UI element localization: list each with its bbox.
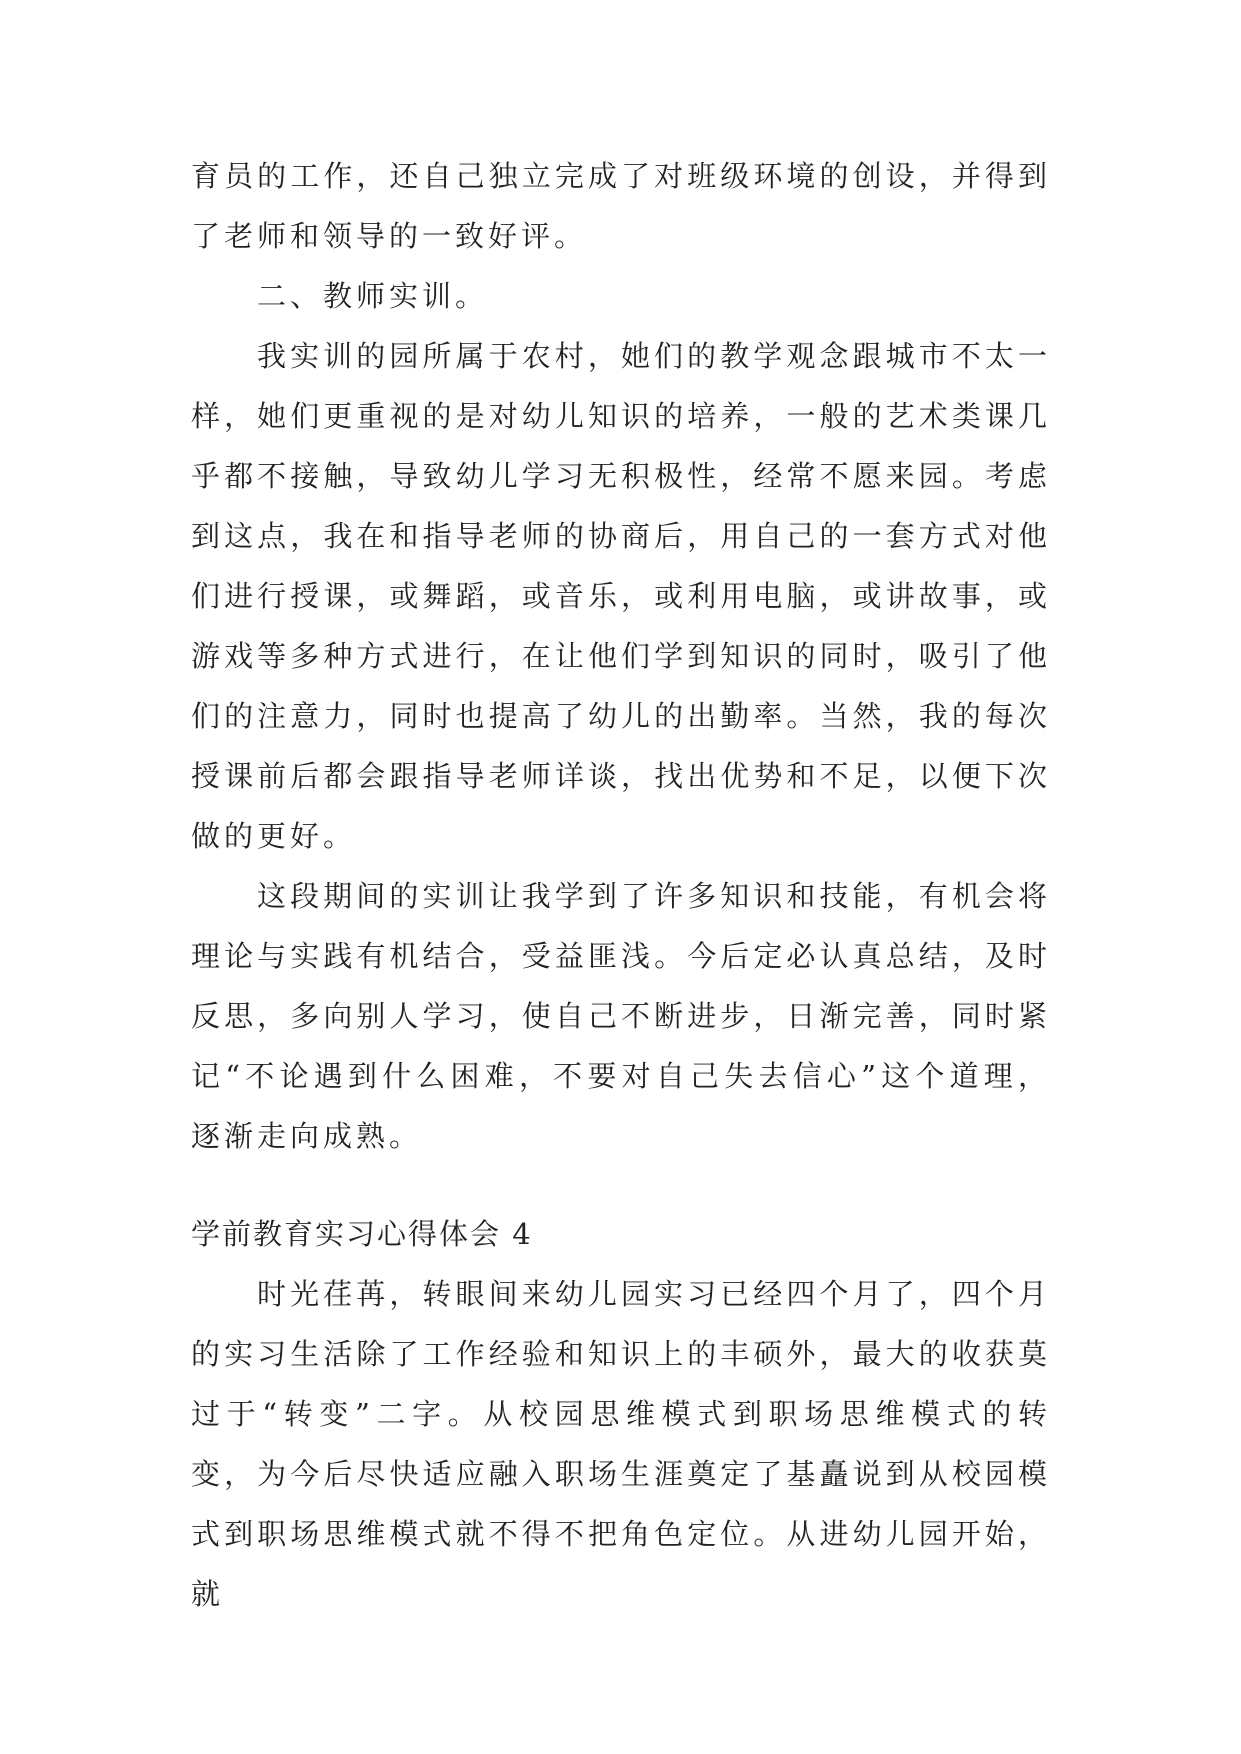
paragraph-rural-kindergarten: 我实训的园所属于农村，她们的教学观念跟城市不太一样，她们更重视的是对幼儿知识的培养，一般的艺术类课几乎都不接触，导致幼儿学习无积极性，经常不愿来园。考虑到这点，我在和指导老师的协商后，用自己的一套方式对他们进行授课，或舞蹈，或音乐，或利用电脑，或讲故事，或游戏等多种方式进行，在让他们学到知识的同时，吸引了他们的注意力，同时也提高了幼儿的出勤率。当然，我的每次授课前后都会跟指导老师详谈，找出优势和不足，以便下次做的更好。 <box>191 339 1051 853</box>
paragraph-training-summary: 这段期间的实训让我学到了许多知识和技能，有机会将理论与实践有机结合，受益匪浅。今后定必认真总结，及时反思，多向别人学习，使自己不断进步，日渐完善，同时紧记“不论遇到什么困难，不要对自己失去信心”这个道理，逐渐走向成熟。 <box>191 879 1051 1153</box>
paragraph-four-months: 时光荏苒，转眼间来幼儿园实习已经四个月了，四个月的实习生活除了工作经验和知识上的丰硕外，最大的收获莫过于“转变”二字。从校园思维模式到职场思维模式的转变，为今后尽快适应融入职场生涯奠定了基矗说到从校园模式到职场思维模式就不得不把角色定位。从进幼儿园开始，就 <box>191 1277 1051 1611</box>
section-title: 学前教育实习心得体会 4 <box>191 1217 533 1251</box>
continuation-block <box>191 146 1051 1166</box>
paragraph-environment-creation: 育员的工作，还自己独立完成了对班级环境的创设，并得到了老师和领导的一致好评。 <box>191 159 1051 253</box>
section-4-block <box>191 1264 1051 1624</box>
subheading-teacher-training: 二、教师实训。 <box>257 279 489 313</box>
